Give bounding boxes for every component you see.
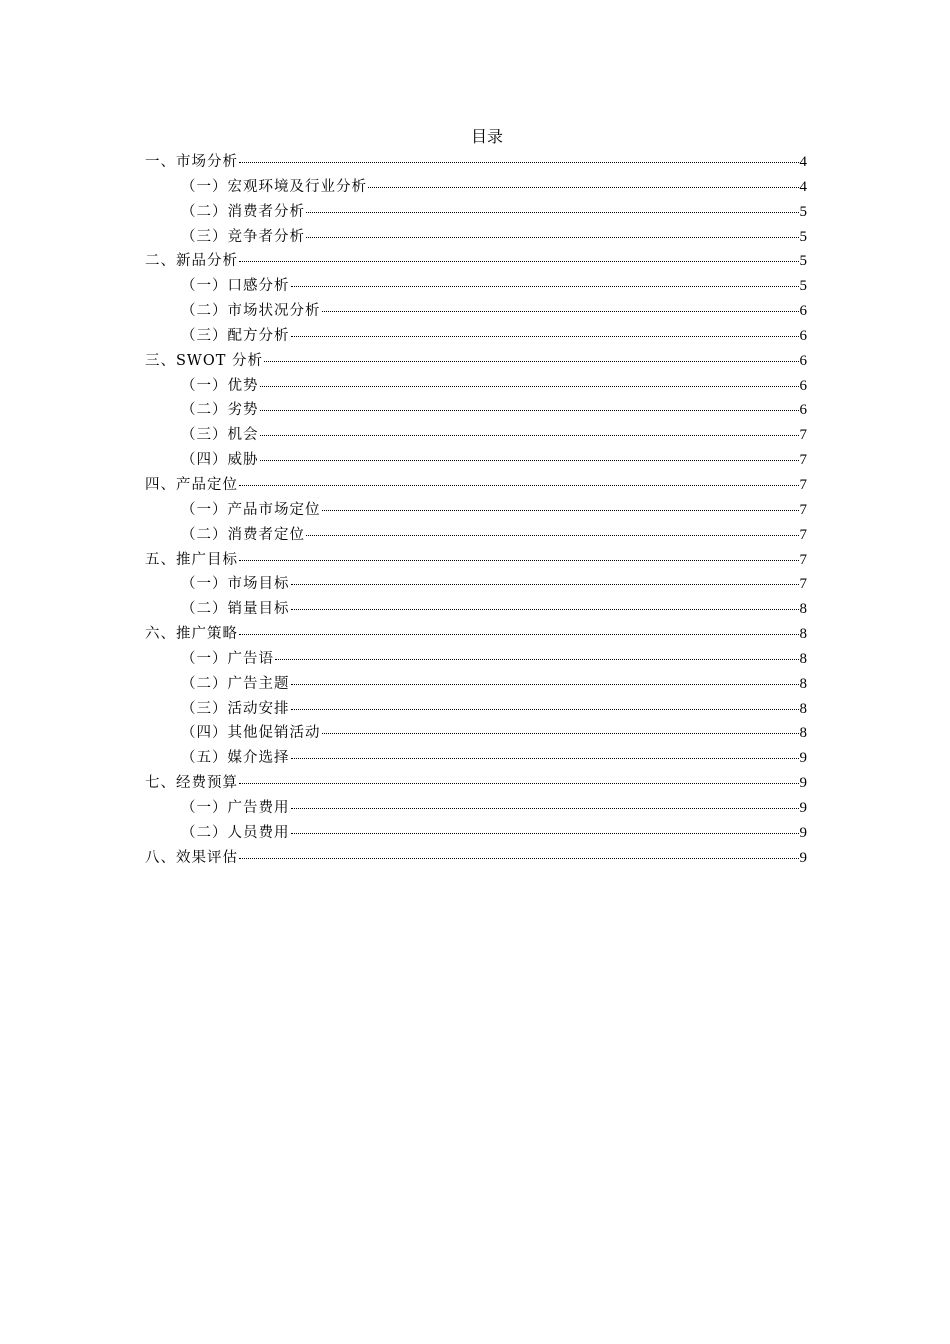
toc-entry-label: （一）市场目标: [181, 576, 290, 593]
toc-dot-leader: [291, 608, 799, 610]
toc-subsection-entry[interactable]: [145, 672, 807, 697]
toc-subsection-entry[interactable]: [145, 572, 807, 597]
toc-dot-leader: [291, 708, 799, 710]
toc-entry-label: （二）人员费用: [181, 824, 290, 841]
toc-page-number: 8: [799, 675, 807, 692]
toc-page-number: 8: [799, 725, 807, 742]
toc-section-entry[interactable]: [145, 548, 807, 573]
toc-page-number: 4: [799, 154, 807, 170]
toc-subsection-entry[interactable]: [145, 423, 807, 448]
toc-subsection-entry[interactable]: [145, 746, 807, 771]
toc-subsection-entry[interactable]: [145, 225, 807, 250]
toc-entry-label: （二）消费者分析: [181, 203, 305, 220]
toc-dot-leader: [239, 782, 799, 784]
toc-subsection-entry[interactable]: [145, 274, 807, 299]
table-of-contents: [145, 150, 807, 870]
toc-entry-label: （三）机会: [181, 427, 259, 444]
toc-page-number: 5: [799, 203, 807, 220]
toc-dot-leader: [260, 385, 799, 387]
toc-dot-leader: [239, 559, 799, 561]
toc-section-entry[interactable]: [145, 249, 807, 274]
toc-section-entry[interactable]: [145, 846, 807, 871]
toc-subsection-entry[interactable]: [145, 299, 807, 324]
toc-entry-label: （三）竞争者分析: [181, 228, 305, 245]
toc-entry-label: 四、产品定位: [145, 476, 238, 493]
toc-subsection-entry[interactable]: [145, 398, 807, 423]
toc-dot-leader: [368, 186, 799, 188]
toc-page-number: 7: [799, 526, 807, 543]
toc-dot-leader: [291, 832, 799, 834]
toc-entry-label: （二）消费者定位: [181, 526, 305, 543]
toc-entry-label: （二）销量目标: [181, 601, 290, 618]
toc-dot-leader: [260, 434, 799, 436]
toc-page-number: 8: [799, 700, 807, 717]
toc-page-number: 7: [799, 452, 807, 469]
toc-entry-label: （五）媒介选择: [181, 750, 290, 767]
toc-page-number: 6: [799, 352, 807, 369]
toc-page-number: 5: [799, 253, 807, 270]
toc-dot-leader: [322, 509, 799, 511]
toc-subsection-entry[interactable]: [145, 697, 807, 722]
toc-entry-label: （一）宏观环境及行业分析: [181, 178, 367, 195]
toc-dot-leader: [291, 285, 799, 287]
toc-entry-label: 八、效果评估: [145, 849, 238, 866]
toc-entry-label: （一）优势: [181, 377, 259, 394]
toc-subsection-entry[interactable]: [145, 523, 807, 548]
toc-page-number: 7: [799, 576, 807, 593]
toc-section-entry[interactable]: [145, 150, 807, 175]
toc-entry-label: （三）配方分析: [181, 327, 290, 344]
toc-entry-label: （一）口感分析: [181, 278, 290, 295]
toc-section-entry[interactable]: [145, 473, 807, 498]
toc-dot-leader: [306, 534, 799, 536]
toc-subsection-entry[interactable]: [145, 597, 807, 622]
toc-dot-leader: [260, 459, 799, 461]
toc-page-number: 6: [799, 377, 807, 394]
toc-subsection-entry[interactable]: [145, 796, 807, 821]
toc-subsection-entry[interactable]: [145, 821, 807, 846]
toc-page-number: 9: [799, 775, 807, 792]
toc-dot-leader: [275, 658, 799, 660]
toc-entry-label: 二、新品分析: [145, 253, 238, 270]
toc-dot-leader: [239, 161, 799, 163]
toc-dot-leader: [291, 807, 799, 809]
toc-dot-leader: [239, 260, 799, 262]
toc-page-number: 6: [799, 327, 807, 344]
toc-dot-leader: [322, 732, 799, 734]
toc-page-number: 9: [799, 799, 807, 816]
toc-page-number: 8: [799, 601, 807, 618]
toc-entry-label: 三、SWOT 分析: [145, 352, 264, 369]
toc-page-number: 6: [799, 303, 807, 320]
toc-dot-leader: [239, 484, 799, 486]
toc-subsection-entry[interactable]: [145, 498, 807, 523]
toc-section-entry[interactable]: [145, 622, 807, 647]
toc-page-number: 7: [799, 551, 807, 568]
toc-subsection-entry[interactable]: [145, 374, 807, 399]
toc-title: 目录: [470, 127, 503, 146]
toc-entry-label: （一）广告费用: [181, 799, 290, 816]
toc-page-number: 4: [799, 178, 807, 195]
toc-dot-leader: [291, 757, 799, 759]
toc-entry-label: （四）威胁: [181, 452, 259, 469]
toc-subsection-entry[interactable]: [145, 200, 807, 225]
toc-entry-label: （三）活动安排: [181, 700, 290, 717]
toc-dot-leader: [306, 211, 799, 213]
toc-dot-leader: [260, 409, 799, 411]
toc-page-number: 9: [799, 824, 807, 841]
toc-dot-leader: [291, 583, 799, 585]
toc-subsection-entry[interactable]: [145, 721, 807, 746]
toc-entry-label: （二）劣势: [181, 402, 259, 419]
toc-subsection-entry[interactable]: [145, 175, 807, 200]
toc-entry-label: （一）产品市场定位: [181, 501, 321, 518]
toc-page-number: 5: [799, 228, 807, 245]
toc-page-number: 8: [799, 650, 807, 667]
toc-section-entry[interactable]: [145, 771, 807, 796]
toc-entry-label: （四）其他促销活动: [181, 725, 321, 742]
toc-entry-label: 一、市场分析: [145, 154, 238, 170]
toc-entry-label: （一）广告语: [181, 650, 274, 667]
toc-page-number: 7: [799, 501, 807, 518]
toc-subsection-entry[interactable]: [145, 647, 807, 672]
toc-page-number: 8: [799, 626, 807, 643]
toc-entry-label: （二）市场状况分析: [181, 303, 321, 320]
toc-entry-label: 五、推广目标: [145, 551, 238, 568]
toc-page-number: 6: [799, 402, 807, 419]
toc-dot-leader: [239, 633, 799, 635]
toc-dot-leader: [291, 683, 799, 685]
toc-section-entry[interactable]: [145, 349, 807, 374]
toc-page-number: 9: [799, 849, 807, 866]
toc-dot-leader: [322, 310, 799, 312]
toc-dot-leader: [264, 360, 798, 362]
toc-page-number: 7: [799, 476, 807, 493]
toc-entry-label: 六、推广策略: [145, 626, 238, 643]
toc-subsection-entry[interactable]: [145, 324, 807, 349]
toc-dot-leader: [306, 236, 799, 238]
toc-entry-label: 七、经费预算: [145, 775, 238, 792]
toc-entry-label: （二）广告主题: [181, 675, 290, 692]
toc-page-number: 5: [799, 278, 807, 295]
toc-page-number: 9: [799, 750, 807, 767]
toc-dot-leader: [239, 857, 799, 859]
toc-page-number: 7: [799, 427, 807, 444]
toc-subsection-entry[interactable]: [145, 448, 807, 473]
toc-dot-leader: [291, 335, 799, 337]
